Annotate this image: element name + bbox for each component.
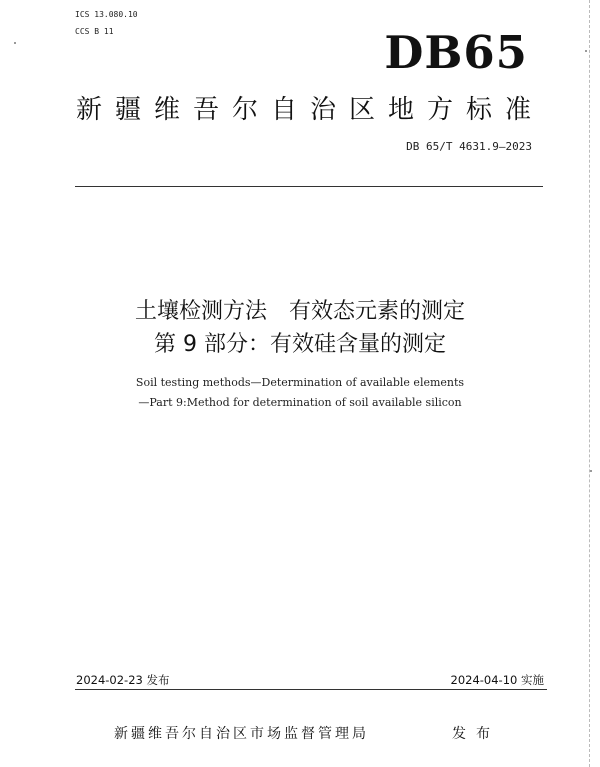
standard-number: DB 65/T 4631.9—2023: [406, 140, 532, 153]
title-chinese-line1: 土壤检测方法 有效态元素的测定: [134, 299, 465, 324]
title-english-line1: Soil testing methods—Determination of available elements: [135, 376, 465, 389]
footer-divider: [75, 689, 547, 690]
standard-type-heading: 新疆维吾尔自治区地方标准: [76, 95, 545, 125]
implementation-date: 2024-04-10 实施: [450, 673, 544, 687]
scan-edge-line: [589, 0, 590, 767]
ics-code: ICS 13.080.10: [75, 10, 138, 19]
publisher-name: 新疆维吾尔自治区市场监督管理局: [114, 726, 369, 742]
release-date: 2024-02-23 发布: [76, 673, 170, 687]
ccs-code: CCS B 11: [75, 27, 114, 36]
title-english-line2: —Part 9:Method for determination of soil available silicon: [138, 396, 462, 409]
scan-speck: [585, 50, 587, 52]
header-divider: [75, 186, 543, 187]
scan-speck: [590, 470, 592, 472]
scan-speck: [14, 42, 16, 44]
title-chinese-line2: 第 9 部分：有效硅含量的测定: [154, 332, 446, 357]
db-logo: DB65: [384, 26, 528, 79]
publish-label: 发布: [452, 726, 500, 742]
